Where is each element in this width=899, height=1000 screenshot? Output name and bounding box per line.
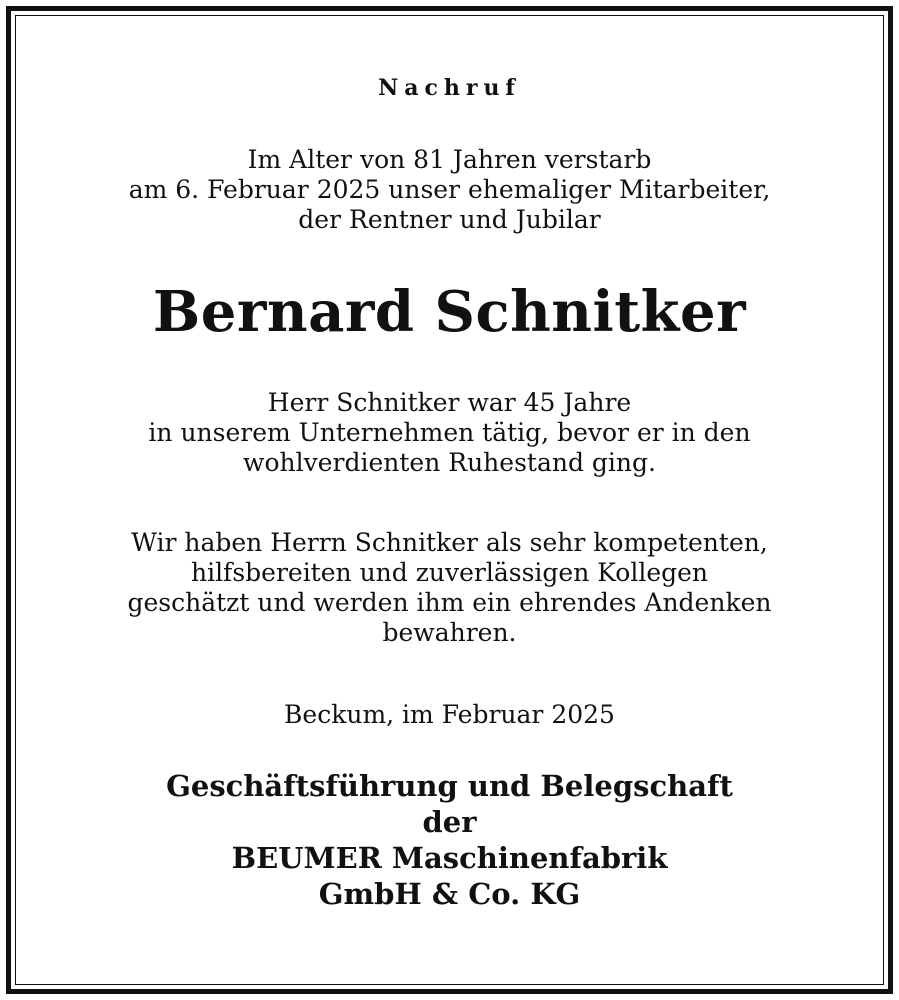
intro-line: der Rentner und Jubilar bbox=[298, 205, 601, 234]
tribute-line: hilfsbereiten und zuverlässigen Kollegen bbox=[190, 558, 709, 587]
career-line: in unserem Unternehmen tätig, bevor er in den bbox=[148, 418, 751, 447]
intro-line: am 6. Februar 2025 unser ehemaliger Mitarbeiter, bbox=[128, 175, 771, 204]
tribute-line: bewahren. bbox=[382, 618, 517, 647]
signature-line: BEUMER Maschinenfabrik bbox=[231, 841, 668, 875]
signature-line: der bbox=[422, 805, 477, 839]
tribute-line: geschätzt und werden ihm ein ehrendes Andenken bbox=[127, 588, 772, 617]
deceased-name: Bernard Schnitker bbox=[152, 279, 747, 345]
tribute-line: Wir haben Herrn Schnitker als sehr kompetenten, bbox=[131, 528, 768, 557]
signature-line: GmbH & Co. KG bbox=[318, 877, 581, 911]
career-line: wohlverdienten Ruhestand ging. bbox=[243, 448, 656, 477]
tribute-paragraph bbox=[15, 528, 884, 648]
signature-block bbox=[15, 768, 884, 912]
career-paragraph bbox=[15, 388, 884, 478]
signature-line: Geschäftsführung und Belegschaft bbox=[166, 769, 733, 803]
place-and-date: Beckum, im Februar 2025 bbox=[284, 700, 615, 729]
career-line: Herr Schnitker war 45 Jahre bbox=[267, 388, 632, 417]
intro-paragraph bbox=[15, 145, 884, 235]
notice-heading: Nachruf bbox=[378, 75, 521, 101]
intro-line: Im Alter von 81 Jahren verstarb bbox=[247, 145, 652, 174]
obituary-notice bbox=[15, 15, 884, 985]
